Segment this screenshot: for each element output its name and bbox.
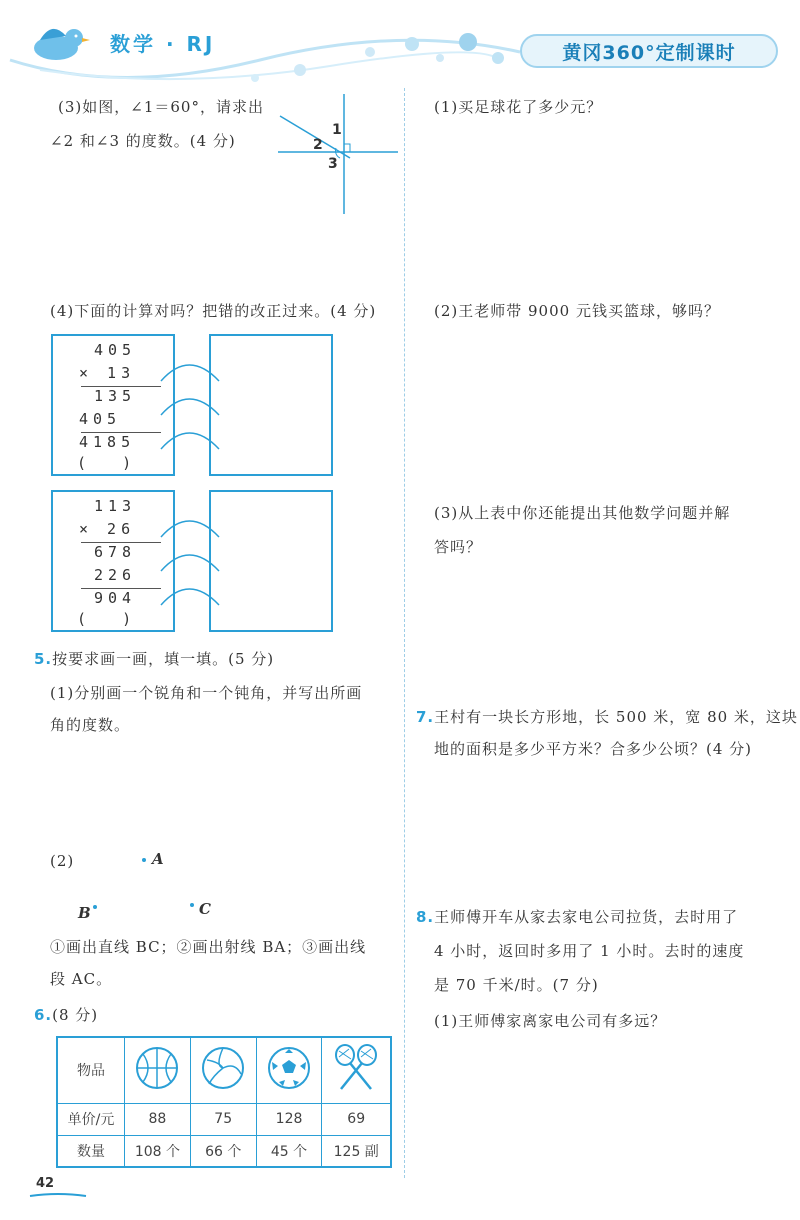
- price-table: [56, 1036, 392, 1168]
- calc2-row-5: 904: [94, 589, 137, 607]
- q5-heading: [34, 648, 274, 669]
- q6-heading: [34, 1004, 98, 1025]
- table-row: [57, 1103, 391, 1135]
- point-c-dot: [190, 903, 194, 907]
- q5-part2-label: (2): [50, 852, 75, 870]
- calc2-row-2: × 26: [79, 520, 136, 538]
- calc1-row-2: × 13: [79, 364, 136, 382]
- connector-arcs-1: [155, 355, 235, 465]
- q7-line1-wrap: [416, 706, 798, 727]
- table-row: [57, 1135, 391, 1167]
- q3-text-line2: ∠2 和∠3 的度数。(4 分): [50, 132, 236, 150]
- quantity-cell: 125 副: [322, 1135, 391, 1167]
- q6-number: 6.: [34, 1006, 53, 1024]
- q7-line1: 王村有一块长方形地，长 500 米，宽 80 米，这块: [434, 708, 798, 726]
- q5-part2-line1: ①画出直线 BC；②画出射线 BA；③画出线: [50, 938, 367, 956]
- point-b-label: B: [78, 904, 92, 922]
- point-a-dot: [142, 858, 146, 862]
- bird-icon: [22, 18, 92, 68]
- q8-line2: 4 小时，返回时多用了 1 小时。去时的速度: [434, 942, 745, 960]
- row-label-price: 单价/元: [57, 1103, 125, 1135]
- quantity-cell: 66 个: [190, 1135, 256, 1167]
- badminton-rackets-icon: [322, 1037, 391, 1103]
- q6-part3-line2: 答吗？: [434, 538, 483, 556]
- basketball-icon: [125, 1037, 191, 1103]
- calc1-row-4: 405: [79, 410, 122, 428]
- q5-part1-line2: 角的度数。: [50, 716, 131, 734]
- calc2-row-3: 678: [94, 543, 137, 561]
- q6-part3-line1: (3)从上表中你还能提出其他数学问题并解: [434, 504, 731, 522]
- q7-number: 7.: [416, 708, 435, 726]
- q5-text: 按要求画一画，填一填。(5 分): [52, 650, 275, 668]
- soccer-ball-icon: [256, 1037, 322, 1103]
- calc1-row-1: 405: [94, 341, 137, 359]
- column-divider: [404, 88, 405, 1178]
- point-a-label: A: [152, 850, 165, 868]
- angle-figure: [270, 92, 405, 217]
- q8-number: 8.: [416, 908, 435, 926]
- angle-label-1: 1: [332, 122, 343, 138]
- calc1-judge-blank: ( ): [77, 454, 132, 472]
- volleyball-icon: [190, 1037, 256, 1103]
- calc2-row-1: 113: [94, 497, 137, 515]
- calc2-judge-blank: ( ): [77, 610, 132, 628]
- q8-line1: 王师傅开车从家去家电公司拉货，去时用了: [434, 908, 739, 926]
- row-label-quantity: 数量: [57, 1135, 125, 1167]
- table-row: [57, 1037, 391, 1103]
- q8-part1: (1)王师傅家离家电公司有多远？: [434, 1012, 667, 1030]
- q7-line2: 地的面积是多少平方米？合多少公顷？(4 分): [434, 740, 753, 758]
- page-number: 42: [36, 1176, 55, 1191]
- calc1-row-3: 135: [94, 387, 137, 405]
- calc1-row-5: 4185: [79, 433, 136, 451]
- angle-label-3: 3: [328, 156, 339, 172]
- q6-text: (8 分): [52, 1006, 99, 1024]
- price-cell: 128: [256, 1103, 322, 1135]
- price-cell: 88: [125, 1103, 191, 1135]
- q6-part2: (2)王老师带 9000 元钱买篮球，够吗？: [434, 302, 720, 320]
- price-cell: 75: [190, 1103, 256, 1135]
- point-b-dot: [93, 905, 97, 909]
- q6-part1: (1)买足球花了多少元？: [434, 98, 603, 116]
- point-c-label: C: [199, 900, 212, 918]
- q4-text: (4)下面的计算对吗？把错的改正过来。(4 分): [50, 302, 377, 320]
- quantity-cell: 45 个: [256, 1135, 322, 1167]
- q5-number: 5.: [34, 650, 53, 668]
- connector-arcs-2: [155, 511, 235, 621]
- page-number-underline: [28, 1192, 88, 1200]
- price-cell: 69: [322, 1103, 391, 1135]
- angle-label-2: 2: [313, 137, 324, 153]
- q5-part1-line1: (1)分别画一个锐角和一个钝角，并写出所画: [50, 684, 363, 702]
- q8-line3: 是 70 千米/时。(7 分): [434, 976, 599, 994]
- q3-text-line1: (3)如图，∠1＝60°，请求出: [58, 98, 264, 116]
- subject-title: 数学 · RJ: [110, 32, 216, 56]
- q5-part2-line2: 段 AC。: [50, 970, 113, 988]
- q8-line1-wrap: [416, 906, 738, 927]
- calc2-row-4: 226: [94, 566, 137, 584]
- row-label-item: 物品: [57, 1037, 125, 1103]
- quantity-cell: 108 个: [125, 1135, 191, 1167]
- book-brand-badge: 黄冈360°定制课时: [520, 34, 778, 68]
